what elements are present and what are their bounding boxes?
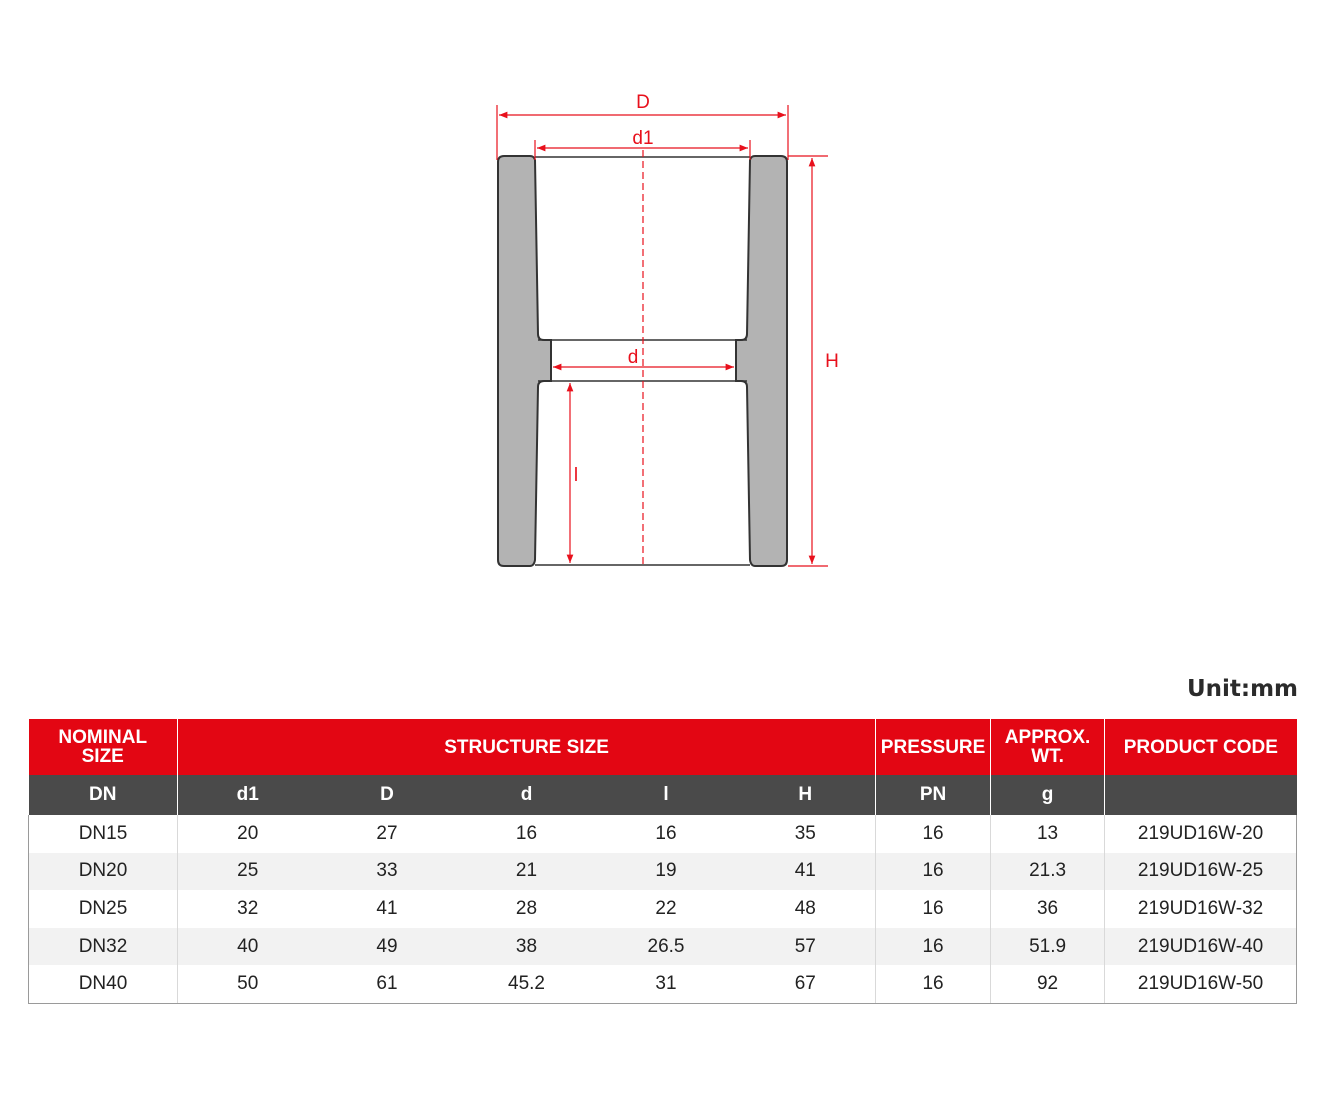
cell-weight: 21.3 xyxy=(991,853,1105,891)
cell-d: 21 xyxy=(457,853,597,891)
header-pressure: PRESSURE xyxy=(876,719,991,775)
subheader-d: d xyxy=(457,775,597,815)
cell-H: 67 xyxy=(736,965,876,1003)
cell-pn: 16 xyxy=(876,853,991,891)
cell-weight: 92 xyxy=(991,965,1105,1003)
cell-dn: DN32 xyxy=(29,928,178,966)
cell-d: 16 xyxy=(515,822,538,844)
cell-H: 35 xyxy=(736,815,876,853)
cell-weight: 13 xyxy=(991,815,1105,853)
cell-dn: DN20 xyxy=(29,853,178,891)
cell-dn: DN25 xyxy=(29,890,178,928)
cell-product-code: 219UD16W-25 xyxy=(1105,853,1297,891)
header-product-code: PRODUCT CODE xyxy=(1105,719,1297,775)
cell-D: 41 xyxy=(376,897,398,919)
cell-d: 45.2 xyxy=(457,965,597,1003)
table-row xyxy=(29,815,1297,853)
cell-d: 28 xyxy=(515,897,538,919)
cell-l: 19 xyxy=(597,853,736,891)
cell-d1: 32 xyxy=(237,897,259,919)
table-row xyxy=(29,965,1297,1003)
table-row xyxy=(29,853,1297,891)
cell-product-code: 219UD16W-40 xyxy=(1105,928,1297,966)
spec-table-body xyxy=(29,815,1297,1003)
cell-dn: DN40 xyxy=(29,965,178,1003)
fitting-section xyxy=(498,150,787,568)
dim-d-label: d xyxy=(627,347,639,368)
subheader-g: g xyxy=(991,775,1105,815)
subheader-D: D xyxy=(318,775,457,815)
cell-weight: 51.9 xyxy=(991,928,1105,966)
cell-D: 49 xyxy=(318,928,457,966)
dim-l-label: l xyxy=(573,465,579,486)
table-row xyxy=(29,890,1297,928)
spec-table xyxy=(28,719,1297,1004)
dim-d1-label: d1 xyxy=(632,128,654,149)
header-approx-wt: APPROX. WT. xyxy=(991,719,1105,775)
cell-H: 48 xyxy=(736,890,876,928)
cell-l: 22 xyxy=(655,897,677,919)
header-nominal-size: NOMINAL SIZE xyxy=(29,719,178,775)
subheader-dn: DN xyxy=(29,775,178,815)
cell-d: 38 xyxy=(457,928,597,966)
cell-D: 61 xyxy=(318,965,457,1003)
cell-d1: 25 xyxy=(178,853,318,891)
cell-pn: 16 xyxy=(876,815,991,853)
cell-H: 57 xyxy=(736,928,876,966)
cell-D: 33 xyxy=(318,853,457,891)
cell-d1: 50 xyxy=(178,965,318,1003)
cell-d1: 40 xyxy=(178,928,318,966)
cell-D: 27 xyxy=(376,822,398,844)
group-header-row xyxy=(29,719,1297,775)
cell-product-code: 219UD16W-32 xyxy=(1105,890,1297,928)
header-structure-size: STRUCTURE SIZE xyxy=(178,719,876,775)
cell-pn: 16 xyxy=(876,965,991,1003)
left-wall xyxy=(498,156,551,566)
dim-H-label: H xyxy=(825,351,839,372)
cell-product-code: 219UD16W-20 xyxy=(1105,815,1297,853)
cell-weight: 36 xyxy=(991,890,1105,928)
cell-l: 26.5 xyxy=(597,928,736,966)
table-row xyxy=(29,928,1297,966)
sub-header-row xyxy=(29,775,1297,815)
subheader-pn: PN xyxy=(876,775,991,815)
unit-label: Unit:mm xyxy=(1186,676,1298,702)
subheader-product-code xyxy=(1105,775,1297,815)
cell-pn: 16 xyxy=(876,928,991,966)
cell-pn: 16 xyxy=(876,890,991,928)
right-wall xyxy=(736,156,787,566)
cell-d1: 20 xyxy=(237,822,259,844)
subheader-H: H xyxy=(736,775,876,815)
cell-dn: DN15 xyxy=(29,815,178,853)
subheader-d1: d1 xyxy=(178,775,318,815)
dim-D-label: D xyxy=(636,92,650,113)
cell-product-code: 219UD16W-50 xyxy=(1105,965,1297,1003)
cell-H: 41 xyxy=(736,853,876,891)
cell-l: 31 xyxy=(597,965,736,1003)
cell-l: 16 xyxy=(655,822,677,844)
subheader-l: l xyxy=(597,775,736,815)
